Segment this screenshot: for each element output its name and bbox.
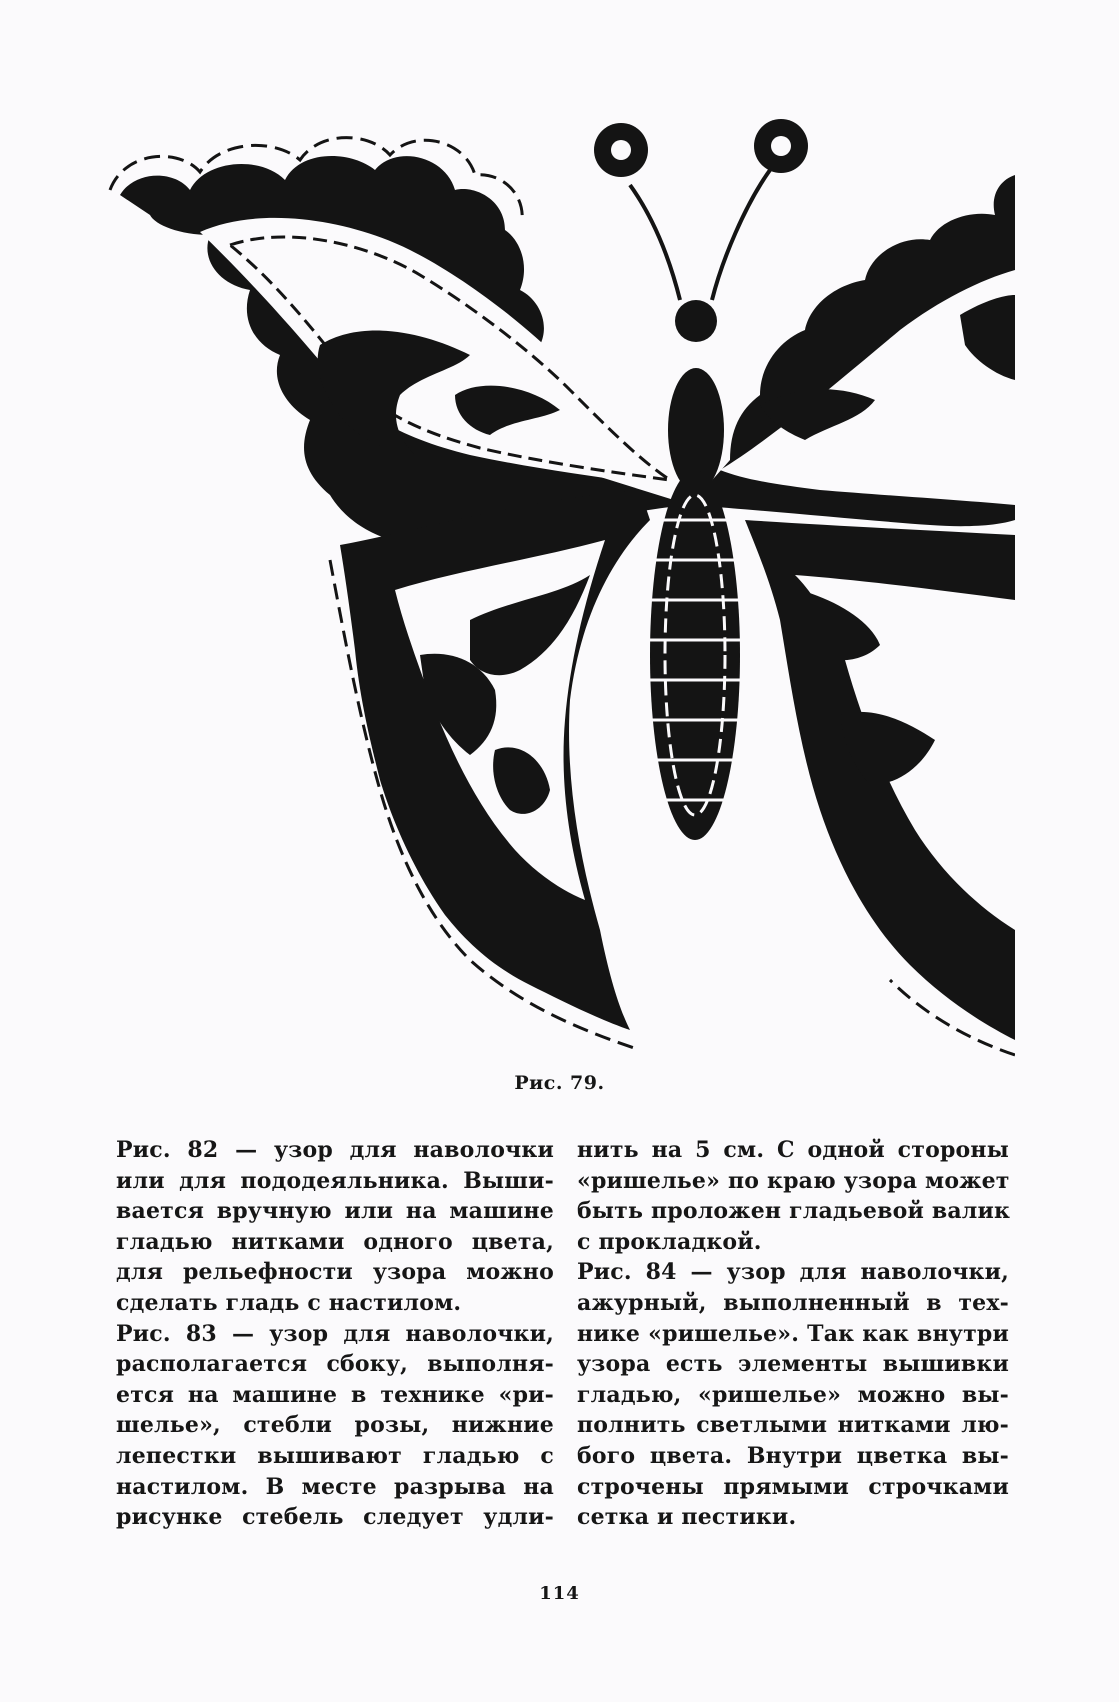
left-line: настилом. В месте разрыва на xyxy=(116,1473,554,1500)
figure-caption: Рис. 79. xyxy=(514,1072,605,1094)
right-line: нить на 5 см. С одной стороны xyxy=(577,1137,1009,1163)
right-line: узора есть элементы вышивки xyxy=(577,1351,1009,1378)
right-line: полнить светлыми нитками лю- xyxy=(577,1412,1009,1439)
right-line: сетка и пестики. xyxy=(577,1504,797,1531)
right-lower-wing xyxy=(745,520,1015,1040)
left-line: для рельефности узора можно xyxy=(116,1259,554,1286)
right-line: строчены прямыми строчками xyxy=(577,1473,1009,1500)
left-line: или для пододеяльника. Выши- xyxy=(116,1167,554,1194)
right-line: бого цвета. Внутри цветка вы- xyxy=(577,1442,1009,1469)
right-line: ажурный, выполненный в тех- xyxy=(577,1289,1009,1316)
left-upper-wing xyxy=(120,156,690,545)
left-line: располагается сбоку, выполня- xyxy=(116,1351,554,1378)
right-line: гладью, «ришелье» можно вы- xyxy=(577,1381,1009,1408)
right-column xyxy=(577,1135,1009,1533)
left-line: Рис. 83 — узор для наволочки, xyxy=(116,1320,554,1347)
page-number: 114 xyxy=(539,1583,580,1604)
left-column xyxy=(116,1135,554,1533)
left-line: лепестки вышивают гладью с xyxy=(116,1442,554,1469)
right-line: нике «ришелье». Так как внутри xyxy=(577,1320,1009,1347)
left-line: вается вручную или на машине xyxy=(116,1198,554,1225)
right-line: Рис. 84 — узор для наволочки, xyxy=(577,1259,1009,1286)
right-line: быть проложен гладьевой валик xyxy=(577,1198,1011,1225)
left-line: сделать гладь с настилом. xyxy=(116,1289,462,1316)
left-line: рисунке стебель следует удли- xyxy=(116,1504,554,1531)
left-line: ется на машине в технике «ри- xyxy=(116,1381,554,1408)
right-line: «ришелье» по краю узора может xyxy=(577,1167,1010,1194)
left-line: гладью нитками одного цвета, xyxy=(116,1228,554,1255)
left-lower-wing xyxy=(340,490,650,1030)
right-line: с прокладкой. xyxy=(577,1228,762,1255)
left-line: шелье», стебли розы, нижние xyxy=(116,1412,554,1439)
left-line: Рис. 82 — узор для наволочки xyxy=(116,1137,554,1163)
